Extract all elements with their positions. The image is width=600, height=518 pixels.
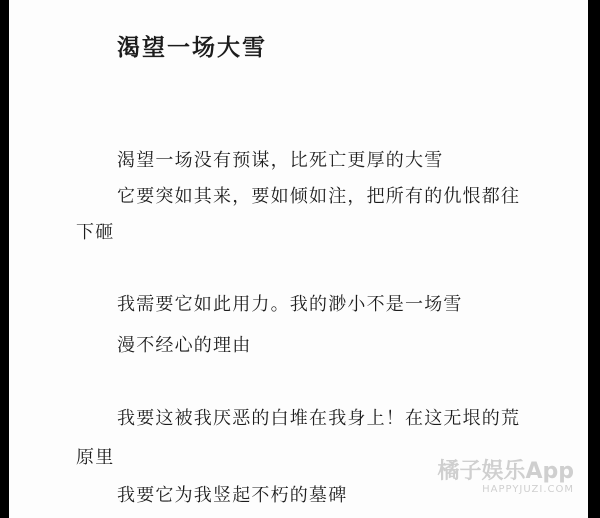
poem-line: 我需要它如此用力。我的渺小不是一场雪 (117, 294, 463, 315)
poem-line: 它要突如其来，要如倾如注，把所有的仇恨都往 (117, 186, 521, 207)
poem-line: 原里 (76, 447, 115, 468)
poem-title: 渴望一场大雪 (117, 34, 267, 61)
poem-line: 我要这被我厌恶的白堆在我身上！在这无垠的荒 (117, 408, 521, 429)
left-border (0, 0, 9, 518)
brand-watermark (437, 460, 574, 496)
poem-line: 漫不经心的理由 (117, 335, 252, 356)
watermark-brand: 橘子娱乐App (437, 459, 574, 484)
right-border (588, 0, 600, 518)
poem-line: 我要它为我竖起不朽的墓碑 (117, 485, 348, 506)
watermark-domain: HAPPYJUZI.COM (482, 484, 574, 495)
poem-line: 下砸 (76, 222, 115, 243)
poem-line: 渴望一场没有预谋，比死亡更厚的大雪 (117, 150, 444, 171)
book-page (9, 0, 588, 518)
